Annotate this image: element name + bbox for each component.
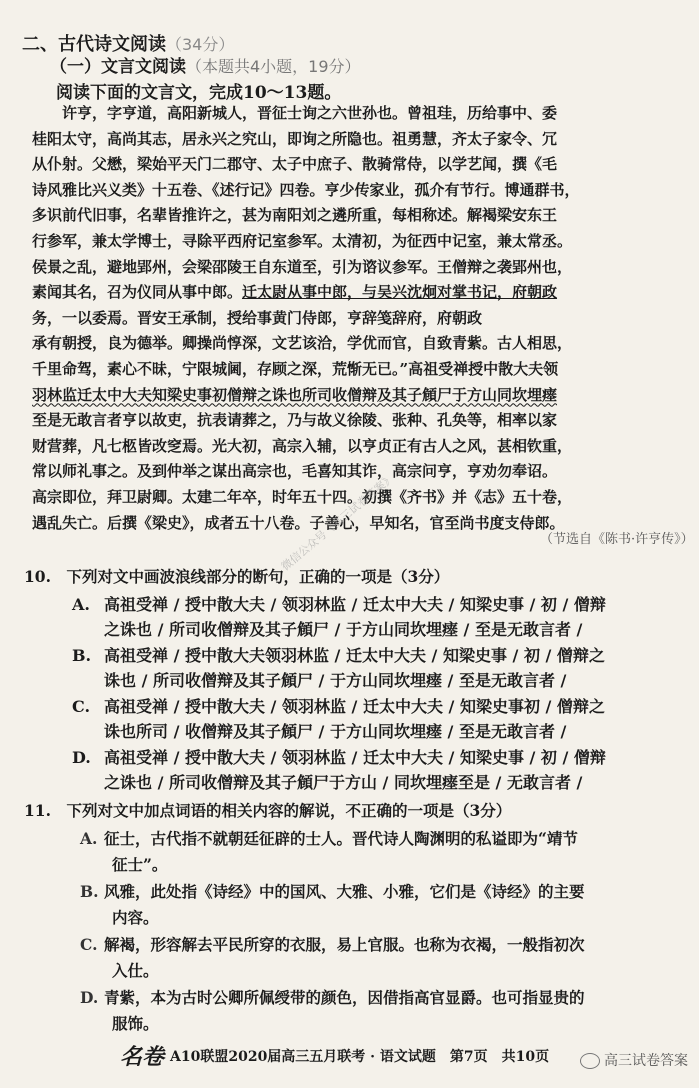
q10-option-b-cont: 诛也 / 所司收僧辩及其子頠尸 / 于方山同坎埋瘗 / 至是无敢言者 /	[104, 671, 567, 690]
passage-line: 行参军，兼太学博士，寻除平西府记室参军。太清初，为征西中记室，兼太常丞。	[32, 231, 573, 250]
passage-line: 从仆射。父懋，梁始平天门二郡守、太子中庶子、散骑常侍，以学艺闻，撰《毛	[32, 155, 558, 174]
q11-option-a-cont: 征士”。	[112, 855, 168, 874]
q11-option-c-cont: 入仕。	[112, 961, 159, 980]
q11-option-b-cont: 内容。	[112, 908, 159, 927]
passage-line: 许亨，字亨道，高阳新城人，晋征士询之六世孙也。曾祖珪，历给事中、委	[32, 104, 558, 122]
q11-option-c	[80, 933, 585, 955]
q11-option-d-cont: 服饰。	[112, 1014, 159, 1033]
subsection-heading	[50, 52, 361, 77]
subsection-score: （本题共4小题，19分）	[186, 57, 361, 76]
page-footer: A10联盟2020届高三五月联考 · 语文试题 第7页 共10页	[170, 1049, 550, 1065]
option-letter: D.	[80, 988, 99, 1007]
option-letter: C.	[80, 935, 98, 954]
passage-line: 遇乱失亡。后撰《梁史》，成者五十八卷。子善心，早知名，官至尚书度支侍郎。	[32, 513, 565, 532]
passage-line: 常以师礼事之。及到仲举之谋出高宗也，毛喜知其诈，高宗问亨，亨劝勿奉诏。	[32, 462, 558, 481]
q10-option-c-cont: 诛也所司 / 收僧辩及其子頠尸 / 于方山同坎埋瘗 / 至是无敢言者 /	[104, 722, 567, 741]
q10-option-b	[72, 643, 605, 666]
option-letter: A.	[72, 595, 90, 614]
passage-line: 高宗即位，拜卫尉卿。太建二年卒，时年五十四。初撰《齐书》并《志》五十卷，	[32, 487, 573, 506]
option-text: 高祖受禅 / 授中散大夫领羽林监 / 迁太中大夫 / 知梁史事 / 初 / 僧辩之	[104, 646, 605, 665]
option-letter: B.	[72, 646, 92, 665]
wavy-underlined-line: 羽林监迁太中大夫知梁史事初僧辩之诛也所司收僧辩及其子頠尸于方山同坎埋瘗	[32, 385, 558, 404]
option-text: 征士，古代指不就朝廷征辟的士人。晋代诗人陶渊明的私谥即为“靖节	[104, 829, 578, 848]
question-10-stem: 10. 下列对文中画波浪线部分的断句，正确的一项是（3分）	[24, 567, 450, 586]
q10-option-a	[72, 592, 606, 615]
wechat-icon	[580, 1053, 600, 1069]
option-text: 青紫，本为古时公卿所佩绶带的颜色，因借指高官显爵。也可指显贵的	[104, 988, 585, 1007]
classical-passage	[32, 101, 672, 536]
passage-line: 千里命驾，素心不昧，宁限城阃，存顾之深，荒惭无已。”高祖受禅授中散大夫领	[32, 359, 559, 378]
section-score: （34分）	[166, 35, 235, 54]
passage-line: 财营葬，凡七柩皆改窆焉。光大初，高宗入辅，以亨贞正有古人之风，甚相钦重，	[32, 436, 573, 455]
watermark-stamp: 微信公众号《高三试卷答案》	[278, 471, 397, 574]
passage-line: 承有朝授，良为德举。卿操尚惇深，文艺该洽，学优而官，自致青紫。古人相思，	[32, 334, 573, 353]
option-letter: A.	[80, 829, 98, 848]
q10-option-d-cont: 之诛也 / 所司收僧辩及其子頠尸于方山 / 同坎埋瘗至是 / 无敢言者 /	[104, 773, 583, 792]
option-letter: D.	[72, 748, 91, 767]
passage-source: （节选自《陈书·许亨传》）	[540, 532, 694, 547]
option-text: 高祖受禅 / 授中散大夫 / 领羽林监 / 迁太中大夫 / 知梁史事初 / 僧辩之	[104, 697, 605, 716]
passage-line	[32, 280, 672, 306]
passage-line: 务，一以委焉。晋安王承制，授给事黄门侍郎，亨辞笺辞府，府朝政	[32, 308, 483, 327]
q11-option-b	[80, 880, 585, 902]
passage-line-head: 素闻其名，召为仪同从事中郎。	[32, 283, 243, 302]
passage-line: 至是无敢言者亨以故吏，抗表请葬之，乃与故义徐陵、张种、孔奂等，相率以家	[32, 411, 558, 430]
brand-logo: 名卷	[120, 1044, 165, 1070]
q11-option-d	[80, 986, 585, 1008]
q10-option-c	[72, 694, 605, 717]
q10-option-a-cont: 之诛也 / 所司收僧辩及其子頠尸 / 于方山同坎埋瘗 / 至是无敢言者 /	[104, 620, 583, 639]
section-title: 二、古代诗文阅读	[22, 34, 166, 55]
q11-option-a	[80, 827, 578, 849]
passage-line: 多识前代旧事，名辈皆推许之，甚为南阳刘之遴所重，每相称述。解褐梁安东王	[32, 206, 558, 225]
passage-line: 桂阳太守，高尚其志，居永兴之究山，即询之所隐也。祖勇慧，齐太子家令、冗	[32, 129, 558, 148]
passage-line: 诗风雅比兴义类》十五卷、《述行记》四卷。亨少传家业，孤介有节行。博通群书，	[32, 180, 580, 199]
watermark-text: 高三试卷答案	[604, 1053, 688, 1069]
question-11-stem: 11. 下列对文中加点词语的相关内容的解说，不正确的一项是（3分）	[24, 801, 512, 820]
option-text: 高祖受禅 / 授中散大夫 / 领羽林监 / 迁太中大夫 / 知梁史事 / 初 / 僧辩	[104, 595, 606, 614]
option-letter: B.	[80, 882, 99, 901]
option-letter: C.	[72, 697, 91, 716]
underlined-sentence: 迁太尉从事中郎，与吴兴沈炯对掌书记，府朝政	[242, 283, 558, 302]
option-text: 风雅，此处指《诗经》中的国风、大雅、小雅，它们是《诗经》的主要	[104, 882, 585, 901]
wechat-watermark	[580, 1050, 688, 1070]
option-text: 解褐，形容解去平民所穿的衣服，易上官服。也称为衣褐，一般指初次	[104, 935, 585, 954]
passage-line: 侯景之乱，避地郢州，会梁邵陵王自东道至，引为谘议参军。王僧辩之袭郢州也，	[32, 257, 573, 276]
option-text: 高祖受禅 / 授中散大夫 / 领羽林监 / 迁太中大夫 / 知梁史事 / 初 / 僧辩	[104, 748, 606, 767]
reading-instruction: 阅读下面的文言文，完成10～13题。	[56, 83, 342, 103]
q10-option-d	[72, 745, 606, 768]
subsection-title: （一）文言文阅读	[50, 57, 186, 77]
